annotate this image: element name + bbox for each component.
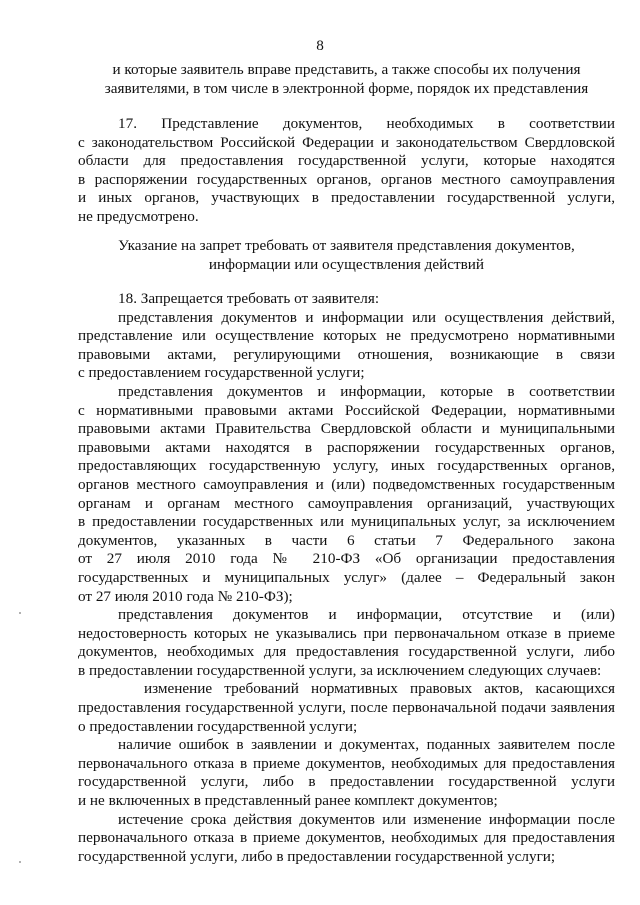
scan-speck — [19, 861, 21, 863]
text-line: представления документов и информации, отсутствие и (или) — [118, 606, 615, 624]
text-line: наличие ошибок в заявлении и документах, поданных заявителем после — [118, 736, 615, 754]
text-line: не предусмотрено. — [78, 207, 199, 225]
text-line: предоставляющих государственную услугу, иных государственных органов, — [78, 457, 615, 475]
text-line: первоначального отказа в приеме документов, необходимых для предоставления — [78, 754, 615, 772]
text-line: 17. Представление документов, необходимых в соответствии — [118, 115, 615, 132]
text-line: 18. Запрещается требовать от заявителя: — [118, 290, 380, 307]
text-line: правовыми актами находятся в распоряжении государственных органов, — [78, 438, 615, 456]
text-line: государственных и муниципальных услуг» (далее – Федеральный закон — [78, 568, 615, 586]
text-line: о предоставлении государственной услуги; — [78, 717, 358, 735]
text-line: в предоставлении государственных или муниципальных услуг, за исключением — [78, 513, 615, 531]
text-line: с предоставлением государственной услуги; — [78, 364, 365, 382]
text-line: документов, указанных в части 6 статьи 7 Федерального закона — [78, 531, 615, 549]
heading-line: заявителями, в том числе в электронной форме, порядок их представления — [104, 79, 589, 97]
text-line: государственной услуги, либо в предоставлении государственной услуги; — [78, 847, 556, 865]
text-line: представления документов и информации, которые в соответствии — [118, 382, 615, 400]
text-line: и иных органов, участвующих в предоставлении государственной услуги, — [78, 189, 615, 207]
text-line: государственной услуги, либо в предоставлении государственной услуги — [78, 773, 615, 791]
text-line: в распоряжении государственных органов, органов местного самоуправления — [78, 170, 615, 188]
text-line: области для предоставления государственной услуги, которые находятся — [78, 152, 615, 170]
text-line: и не включенных в представленный ранее комплект документов; — [78, 792, 498, 810]
text-line: с нормативными правовыми актами Российской Федерации, нормативными — [78, 401, 615, 419]
section-heading — [78, 237, 615, 274]
heading-line: Указание на запрет требовать от заявителя представления документов, — [118, 237, 575, 254]
paragraph-18 — [78, 290, 615, 866]
paragraph-17 — [78, 115, 615, 227]
text-line: представления документов и информации или осуществления действий, — [118, 308, 615, 326]
heading-line: и которые заявитель вправе представить, а также способы их получения — [112, 61, 581, 78]
text-line: представление или осуществление которых не предусмотрено нормативными — [78, 327, 615, 345]
page-number: 8 — [316, 37, 324, 54]
heading-line: информации или осуществления действий — [208, 255, 485, 273]
text-line: первоначального отказа в приеме документов, необходимых для предоставления — [78, 829, 615, 847]
text-line: с законодательством Российской Федерации и законодательством Свердловской — [78, 133, 615, 151]
text-line: правовыми актами Правительства Свердловской области и муниципальными — [78, 420, 615, 438]
text-line: органам и органам местного самоуправления организаций, участвующих — [78, 494, 615, 512]
text-line: от 27 июля 2010 года № 210-ФЗ «Об организации предоставления — [78, 550, 615, 568]
text-line: истечение срока действия документов или изменение информации после — [118, 810, 615, 828]
scan-speck — [19, 612, 21, 614]
text-line: недостоверность которых не указывались при первоначальном отказе в приеме — [78, 624, 615, 642]
text-line: предоставления государственной услуги, после первоначальной подачи заявления — [78, 699, 615, 717]
section-heading-continuation — [78, 61, 615, 98]
text-line: в предоставлении государственной услуги, за исключением следующих случаев: — [78, 661, 602, 679]
text-line: изменение требований нормативных правовых актов, касающихся — [144, 680, 615, 698]
text-line: от 27 июля 2010 года № 210-ФЗ); — [78, 587, 293, 605]
text-line: правовыми актами, регулирующими отношения, возникающие в связи — [78, 345, 615, 363]
text-line: органов местного самоуправления и (или) подведомственных государственным — [78, 475, 615, 493]
text-line: документов, необходимых для предоставления государственной услуги, либо — [78, 643, 615, 661]
